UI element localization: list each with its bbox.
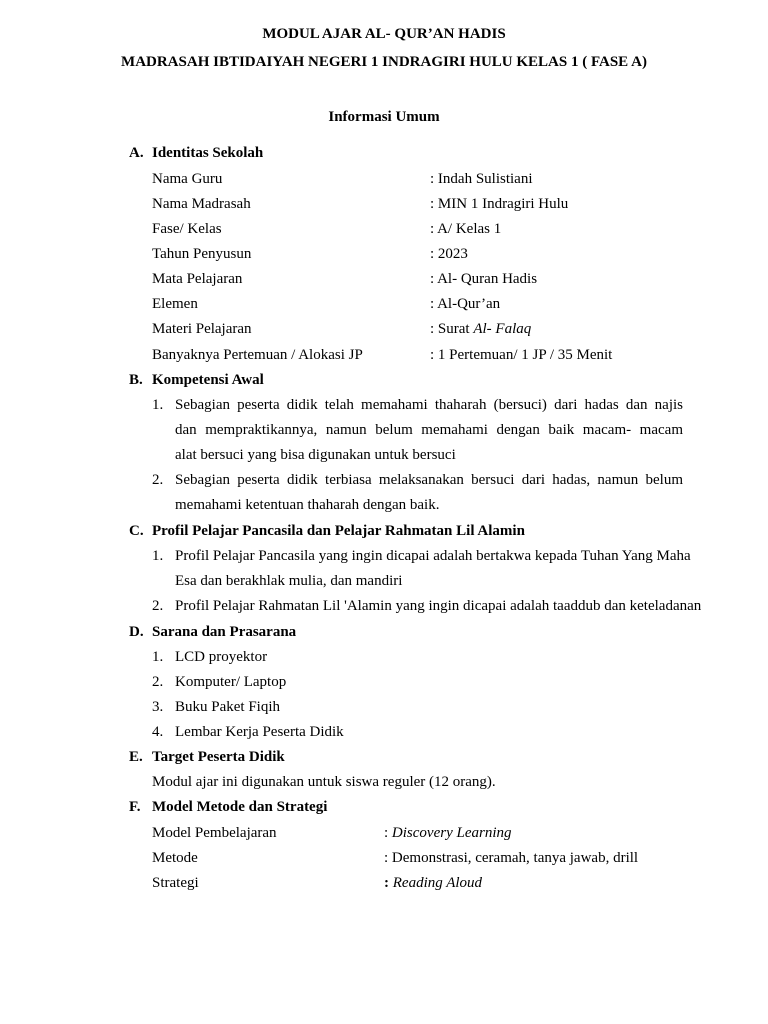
section-f-heading: Model Metode dan Strategi <box>152 799 328 815</box>
list-number: 3. <box>152 699 164 715</box>
list-number: 1. <box>152 548 164 564</box>
section-f-letter: F. <box>129 799 141 815</box>
identity-label: Mata Pelajaran <box>152 271 243 287</box>
identity-value-italic: Al- Falaq <box>473 321 532 337</box>
identity-value: : MIN 1 Indragiri Hulu <box>430 196 569 212</box>
method-value <box>384 874 482 892</box>
identity-value: : 2023 <box>430 246 468 262</box>
section-c-heading: Profil Pelajar Pancasila dan Pelajar Rahmatan Lil Alamin <box>152 523 525 539</box>
section-c-letter: C. <box>129 523 144 539</box>
identity-label: Materi Pelajaran <box>152 321 252 337</box>
section-e-letter: E. <box>129 749 143 765</box>
identity-label: Nama Guru <box>152 171 223 187</box>
list-item-text: Buku Paket Fiqih <box>175 699 281 715</box>
section-e-heading: Target Peserta Didik <box>152 749 285 765</box>
list-number: 4. <box>152 724 164 740</box>
document-subtitle: MADRASAH IBTIDAIYAH NEGERI 1 INDRAGIRI HULU KELAS 1 ( FASE A) <box>121 54 647 70</box>
method-label: Model Pembelajaran <box>152 825 277 841</box>
list-item-text: Komputer/ Laptop <box>175 674 287 690</box>
list-number: 2. <box>152 472 164 488</box>
method-label: Strategi <box>152 875 199 891</box>
list-number: 1. <box>152 649 164 665</box>
method-label: Metode <box>152 850 198 866</box>
identity-value: : Indah Sulistiani <box>430 171 533 187</box>
section-title: Informasi Umum <box>328 109 440 125</box>
identity-label: Nama Madrasah <box>152 196 251 212</box>
document-title: MODUL AJAR AL- QUR’AN HADIS <box>262 26 506 42</box>
identity-value: : Al-Qur’an <box>430 296 501 312</box>
method-value-text: Discovery Learning <box>391 825 512 841</box>
section-a-letter: A. <box>129 145 144 161</box>
identity-label: Tahun Penyusun <box>152 246 252 262</box>
section-e-text: Modul ajar ini digunakan untuk siswa reguler (12 orang). <box>152 774 496 790</box>
section-d-letter: D. <box>129 624 144 640</box>
list-item-text: Esa dan berakhlak mulia, dan mandiri <box>175 573 403 589</box>
list-number: 2. <box>152 598 164 614</box>
method-colon: : <box>384 875 393 891</box>
method-colon: : <box>384 825 392 841</box>
list-number: 1. <box>152 397 164 413</box>
list-item-text: dan mempraktikannya, namun belum memahami dengan baik macam- macam <box>175 422 683 438</box>
section-d-heading: Sarana dan Prasarana <box>152 624 297 640</box>
list-item-text: Profil Pelajar Rahmatan Lil 'Alamin yang ingin dicapai adalah taaddub dan keteladanan <box>175 598 702 614</box>
method-value-text: Demonstrasi, ceramah, tanya jawab, drill <box>391 850 639 866</box>
list-item-text: LCD proyektor <box>175 649 268 665</box>
identity-label: Banyaknya Pertemuan / Alokasi JP <box>152 347 363 363</box>
section-a-heading: Identitas Sekolah <box>152 145 264 161</box>
list-item-text: Lembar Kerja Peserta Didik <box>175 724 344 740</box>
method-value <box>384 849 638 867</box>
list-item-text: memahami ketentuan thaharah dengan baik. <box>175 497 440 513</box>
list-number: 2. <box>152 674 164 690</box>
identity-value: : A/ Kelas 1 <box>430 221 502 237</box>
identity-value-text: : Surat <box>430 321 474 337</box>
list-item-text: Sebagian peserta didik telah memahami thaharah (bersuci) dari hadas dan najis <box>175 397 683 413</box>
method-value-text: Reading Aloud <box>392 875 483 891</box>
identity-value: : Al- Quran Hadis <box>430 271 538 287</box>
list-item-text: Profil Pelajar Pancasila yang ingin dicapai adalah bertakwa kepada Tuhan Yang Maha <box>175 548 691 564</box>
section-b-letter: B. <box>129 372 143 388</box>
list-item-text: Sebagian peserta didik terbiasa melaksanakan bersuci dari hadas, namun belum <box>175 472 683 488</box>
identity-value <box>430 320 531 338</box>
list-item-text: alat bersuci yang bisa digunakan untuk bersuci <box>175 447 456 463</box>
identity-label: Elemen <box>152 296 198 312</box>
method-value <box>384 824 511 842</box>
identity-label: Fase/ Kelas <box>152 221 222 237</box>
identity-value: : 1 Pertemuan/ 1 JP / 35 Menit <box>430 347 613 363</box>
method-colon: : <box>384 850 392 866</box>
section-b-heading: Kompetensi Awal <box>152 372 264 388</box>
